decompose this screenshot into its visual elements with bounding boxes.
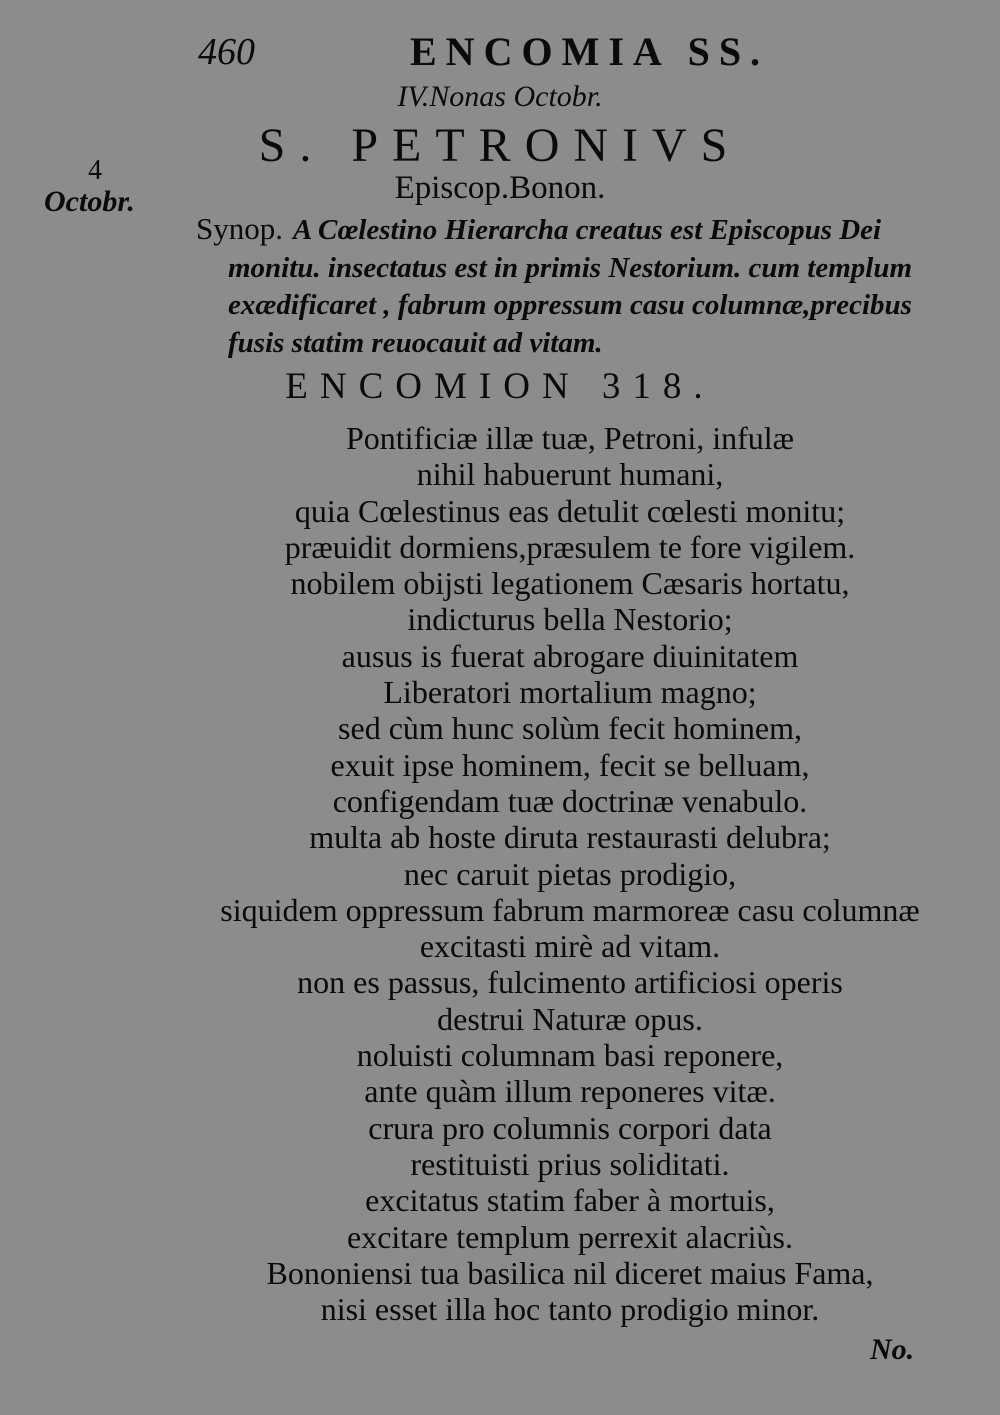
saint-name-heading: S. PETRONIVS bbox=[258, 119, 742, 172]
synopsis-line: fusis statim reuocauit ad vitam. bbox=[228, 326, 603, 359]
poem-line: nihil habuerunt humani, bbox=[416, 456, 724, 493]
poem-line: nobilem obijsti legationem Cæsaris hortatu, bbox=[290, 565, 850, 602]
poem-line: nisi esset illa hoc tanto prodigio minor. bbox=[320, 1291, 820, 1328]
synopsis-line bbox=[196, 210, 966, 250]
poem-line: indicturus bella Nestorio; bbox=[407, 601, 733, 638]
poem-line: excitatus statim faber à mortuis, bbox=[365, 1182, 775, 1219]
catchword: No. bbox=[870, 1333, 915, 1366]
synopsis-label: Synop. bbox=[196, 211, 283, 246]
margin-day-note: 4 bbox=[88, 155, 102, 186]
poem-line: crura pro columnis corpori data bbox=[368, 1109, 772, 1146]
poem-line: siquidem oppressum fabrum marmoreæ casu columnæ bbox=[220, 891, 920, 928]
synopsis-line: exædificaret , fabrum oppressum casu columnæ,precibus bbox=[228, 289, 912, 321]
poem-line: restituisti prius soliditati. bbox=[410, 1145, 730, 1182]
poem-line: Liberatori mortalium magno; bbox=[383, 674, 757, 711]
poem-line: excitasti mirè ad vitam. bbox=[419, 928, 721, 965]
poem-line: exuit ipse hominem, fecit se belluam, bbox=[330, 746, 810, 783]
poem-line: ante quàm illum reponeres vitæ. bbox=[364, 1073, 776, 1110]
synopsis-line-text: A Cœlestino Hierarcha creatus est Episcopus Dei bbox=[293, 214, 882, 246]
poem-line: multa ab hoste diruta restaurasti delubra; bbox=[309, 819, 831, 856]
feast-date: IV.Nonas Octobr. bbox=[397, 80, 603, 113]
margin-month-note: Octobr. bbox=[44, 185, 135, 218]
poem-line: non es passus, fulcimento artificiosi operis bbox=[297, 964, 843, 1001]
poem-line: quia Cœlestinus eas detulit cœlesti monitu; bbox=[294, 492, 846, 529]
synopsis-block bbox=[196, 210, 966, 362]
page-number: 460 bbox=[198, 31, 255, 73]
poem-line: nec caruit pietas prodigio, bbox=[403, 855, 737, 892]
poem-line: Pontificiæ illæ tuæ, Petroni, infulæ bbox=[345, 420, 795, 456]
poem-line: ausus is fuerat abrogare diuinitatem bbox=[341, 637, 799, 674]
poem-line: excitare templum perrexit alacriùs. bbox=[346, 1218, 793, 1255]
saint-subtitle: Episcop.Bonon. bbox=[394, 170, 606, 206]
synopsis-line: monitu. insectatus est in primis Nestorium. cum templum bbox=[228, 251, 913, 284]
encomion-text bbox=[140, 420, 1000, 1327]
poem-line: sed cùm hunc solùm fecit hominem, bbox=[338, 710, 802, 747]
encomion-title: ENCOMION 318. bbox=[285, 366, 715, 407]
running-head: ENCOMIA SS. bbox=[410, 29, 770, 74]
poem-line: Bononiensi tua basilica nil diceret maius Fama, bbox=[266, 1254, 874, 1291]
poem-line: destrui Naturæ opus. bbox=[437, 1000, 703, 1037]
poem-line: noluisti columnam basi reponere, bbox=[356, 1037, 784, 1074]
poem-line: præuidit dormiens,præsulem te fore vigilem. bbox=[284, 528, 856, 565]
poem-line: configendam tuæ doctrinæ venabulo. bbox=[332, 782, 808, 819]
